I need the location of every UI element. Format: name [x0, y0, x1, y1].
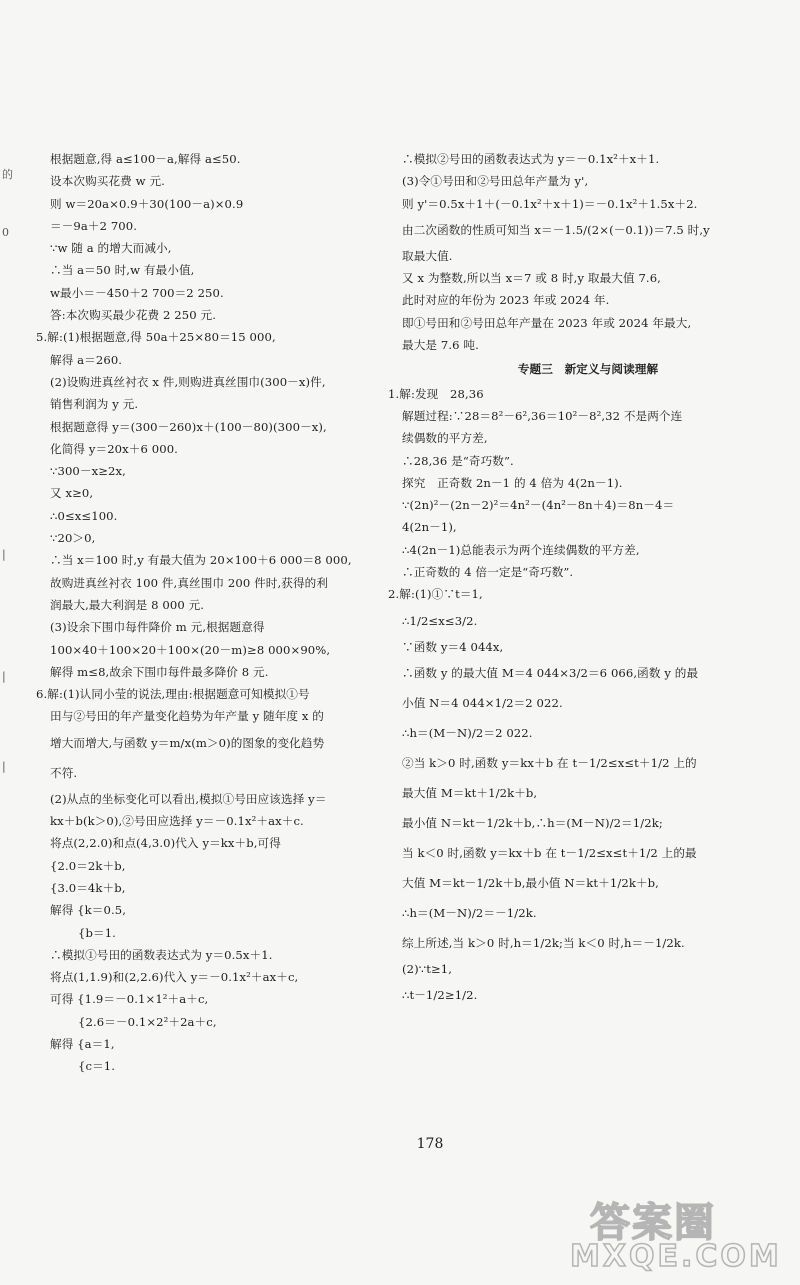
text-line: ∵20＞0, [50, 531, 96, 546]
text-line: 小值 N＝4 044×1/2＝2 022. [402, 695, 563, 710]
text-line: 综上所述,当 k＞0 时,h＝1/2k;当 k＜0 时,h＝－1/2k. [402, 935, 685, 950]
text-line: ∴t－1/2≥1/2. [402, 988, 478, 1003]
section-title: 专题三 新定义与阅读理解 [517, 362, 659, 377]
text-line: 4(2n－1), [402, 520, 457, 535]
text-line: 则 w＝20a×0.9＋30(100－a)×0.9 [50, 196, 244, 211]
equation-line: {3.0＝4k＋b, [50, 880, 126, 895]
text-line: 由二次函数的性质可知当 x＝－1.5/(2×(－0.1))＝7.5 时,y [402, 222, 710, 237]
text-line: (2)设购进真丝衬衣 x 件,则购进真丝围巾(300－x)件, [50, 374, 326, 389]
text-line: ∴当 a＝50 时,w 有最小值, [50, 263, 195, 278]
text-line: ∵函数 y＝4 044x, [402, 639, 504, 654]
margin-mark: 0 [2, 226, 9, 239]
text-line: ∴当 x＝100 时,y 有最大值为 20×100＋6 000＝8 000, [50, 553, 352, 568]
text-line: (3)设余下围巾每件降价 m 元,根据题意得 [50, 620, 265, 635]
text-line: ∴模拟②号田的函数表达式为 y＝－0.1x²＋x＋1. [402, 152, 660, 166]
text-line: 最大值 M＝kt＋1/2k＋b, [402, 785, 538, 800]
text-line: ∵(2n)²－(2n－2)²＝4n²－(4n²－8n＋4)＝8n－4＝ [402, 498, 675, 513]
equation-line: 解得 {a＝1, [50, 1036, 115, 1051]
text-line: 增大而增大,与函数 y＝m/x(m＞0)的图象的变化趋势 [50, 735, 325, 750]
text-line: ∴正奇数的 4 倍一定是“奇巧数”. [402, 565, 574, 580]
margin-mark: 的 [2, 168, 13, 181]
text-line: 化简得 y＝20x＋6 000. [50, 441, 178, 456]
text-line: 设本次购买花费 w 元. [50, 174, 165, 189]
text-line: kx＋b(k＞0),②号田应选择 y＝－0.1x²＋ax＋c. [50, 814, 304, 829]
text-line: ∴4(2n－1)总能表示为两个连续偶数的平方差, [402, 542, 640, 557]
text-line: ∵300－x≥2x, [50, 464, 126, 479]
text-line: 当 k＜0 时,函数 y＝kx＋b 在 t－1/2≤x≤t＋1/2 上的最 [402, 845, 697, 860]
page-number: 178 [416, 1136, 444, 1152]
text-line: 解得 a＝260. [50, 352, 123, 367]
watermark-url: MXQE.COM [570, 1239, 782, 1274]
text-line: 润最大,最大利润是 8 000 元. [50, 597, 205, 612]
text-line: 根据题意,得 a≤100－a,解得 a≤50. [50, 152, 241, 166]
problem-5-start: 5.解:(1)根据题意,得 50a＋25×80＝15 000, [36, 330, 276, 345]
text-line: ∴0≤x≤100. [50, 508, 118, 523]
text-line: ∴h＝(M－N)/2＝2 022. [402, 725, 533, 740]
text-line: ∴h＝(M－N)/2＝－1/2k. [402, 905, 537, 920]
text-line: ∴28,36 是“奇巧数”. [402, 453, 514, 468]
text-line: 根据题意得 y＝(300－260)x＋(100－80)(300－x), [50, 419, 327, 434]
text-line: 解得 m≤8,故余下围巾每件最多降价 8 元. [50, 664, 269, 679]
text-line: 探究 正奇数 2n－1 的 4 倍为 4(2n－1). [402, 475, 623, 490]
right-column [388, 148, 788, 1010]
watermark-logo [570, 1191, 782, 1274]
equation-line: {c＝1. [78, 1059, 116, 1074]
text-line: ∴函数 y 的最大值 M＝4 044×3/2＝6 066,函数 y 的最 [402, 665, 699, 680]
text-line: 将点(1,1.9)和(2,2.6)代入 y＝－0.1x²＋ax＋c, [50, 970, 299, 985]
text-line: w最小＝－450＋2 700＝2 250. [50, 285, 224, 300]
text-line: (2)∵t≥1, [402, 961, 453, 976]
equation-line: {b＝1. [78, 925, 116, 940]
text-line: 又 x≥0, [50, 486, 94, 501]
problem-1-start: 1.解:发现 28,36 [388, 386, 484, 401]
text-line: 销售利润为 y 元. [50, 397, 139, 412]
text-line: 解题过程:∵28＝8²－6²,36＝10²－8²,32 不是两个连 [402, 408, 683, 423]
text-line: 即①号田和②号田总年产量在 2023 年或 2024 年最大, [402, 315, 692, 330]
problem-6-start: 6.解:(1)认同小莹的说法,理由:根据题意可知模拟①号 [36, 687, 310, 702]
text-line: ∴模拟①号田的函数表达式为 y＝0.5x＋1. [50, 947, 273, 962]
problem-2-start: 2.解:(1)①∵t＝1, [388, 587, 483, 602]
text-line: 大值 M＝kt－1/2k＋b,最小值 N＝kt＋1/2k＋b, [402, 875, 659, 890]
text-line: 此时对应的年份为 2023 年或 2024 年. [402, 293, 610, 308]
text-line: (2)从点的坐标变化可以看出,模拟①号田应该选择 y＝ [50, 791, 327, 806]
text-line: (3)令①号田和②号田总年产量为 y', [402, 174, 589, 189]
equation-line: 可得 {1.9＝－0.1×1²＋a＋c, [50, 992, 209, 1007]
text-line: 又 x 为整数,所以当 x＝7 或 8 时,y 取最大值 7.6, [402, 271, 661, 286]
margin-mark: | [2, 760, 6, 773]
watermark-text: 答案圈 [590, 1200, 716, 1246]
equation-line: 解得 {k＝0.5, [50, 903, 126, 918]
equation-line: {2.6＝－0.1×2²＋2a＋c, [78, 1014, 217, 1029]
text-line: 最小值 N＝kt－1/2k＋b,∴h＝(M－N)/2＝1/2k; [402, 815, 663, 830]
margin-mark: | [2, 670, 6, 683]
text-line: ＝－9a＋2 700. [50, 218, 138, 233]
text-line: 100×40＋100×20＋100×(20－m)≥8 000×90%, [50, 642, 331, 657]
text-line: 田与②号田的年产量变化趋势为年产量 y 随年度 x 的 [50, 709, 324, 724]
text-line: 答:本次购买最少花费 2 250 元. [50, 308, 216, 323]
text-line: 则 y'＝0.5x＋1＋(－0.1x²＋x＋1)＝－0.1x²＋1.5x＋2. [402, 196, 698, 211]
text-line: 将点(2,2.0)和点(4,3.0)代入 y＝kx＋b,可得 [50, 836, 281, 851]
text-line: ∵w 随 a 的增大而减小, [50, 241, 172, 256]
margin-mark: | [2, 548, 6, 561]
text-line: 最大是 7.6 吨. [402, 338, 479, 353]
text-line: 故购进真丝衬衣 100 件,真丝围巾 200 件时,获得的利 [50, 575, 329, 590]
equation-line: {2.0＝2k＋b, [50, 858, 126, 873]
text-line: 续偶数的平方差, [402, 431, 488, 446]
text-line: 不符. [50, 765, 78, 780]
text-line: 取最大值. [402, 248, 453, 263]
left-column [36, 148, 392, 1078]
text-line: ②当 k＞0 时,函数 y＝kx＋b 在 t－1/2≤x≤t＋1/2 上的 [402, 755, 697, 770]
text-line: ∴1/2≤x≤3/2. [402, 613, 478, 628]
